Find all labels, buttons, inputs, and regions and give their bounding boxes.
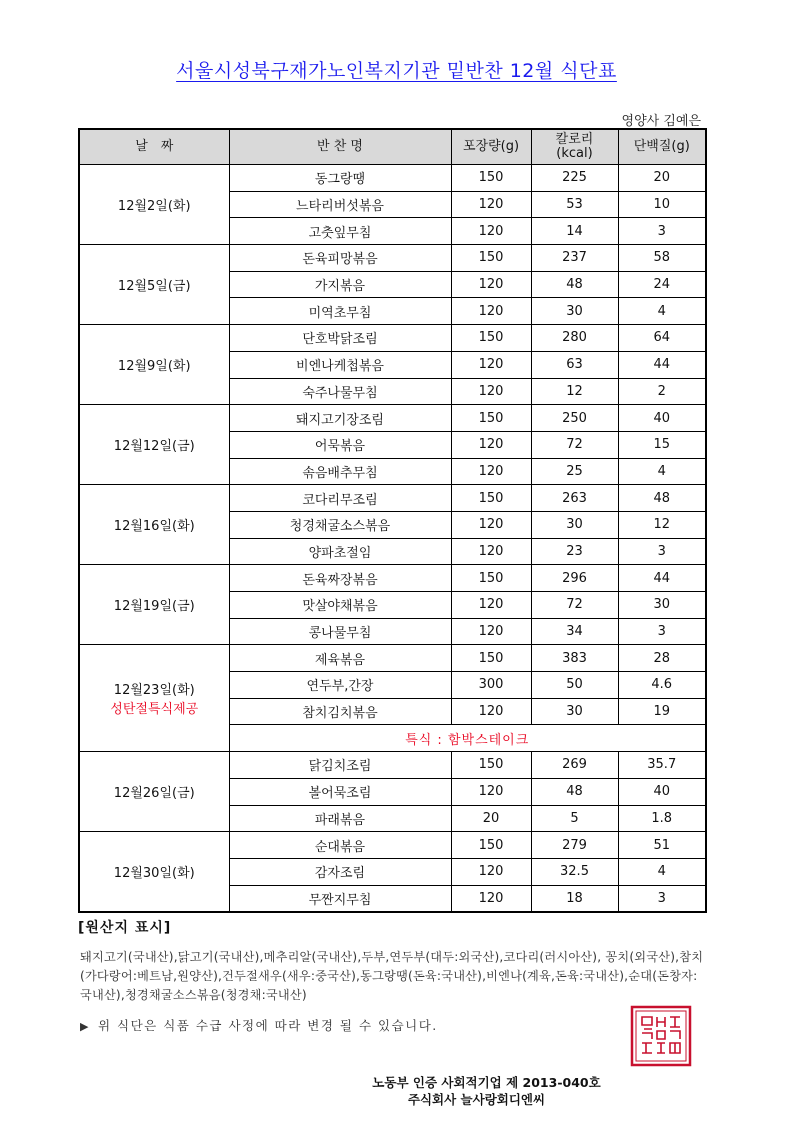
triangle-right-icon: ▶: [80, 1020, 90, 1033]
dish-cell: 연두부,간장: [229, 672, 451, 699]
protein-cell: 4.6: [618, 672, 706, 699]
date-cell: [79, 565, 229, 645]
calorie-cell: 225: [531, 165, 618, 192]
notice-text: 위 식단은 식품 수급 사정에 따라 변경 될 수 있습니다.: [97, 1018, 438, 1033]
calorie-cell: 269: [531, 752, 618, 779]
protein-cell: 48: [618, 485, 706, 512]
dish-cell: 콩나물무침: [229, 618, 451, 645]
weight-cell: 120: [451, 218, 531, 245]
header-weight: 포장량(g): [451, 129, 531, 165]
special-meal-cell: 특식 : 함박스테이크: [229, 725, 706, 752]
dish-cell: 감자조림: [229, 858, 451, 885]
weight-cell: 150: [451, 752, 531, 779]
company-seal-icon: [630, 1005, 692, 1067]
protein-cell: 3: [618, 618, 706, 645]
date-cell: [79, 405, 229, 485]
weight-cell: 150: [451, 165, 531, 192]
calorie-cell: 5: [531, 805, 618, 832]
weight-cell: 150: [451, 245, 531, 272]
calorie-cell: 34: [531, 618, 618, 645]
table-row: [79, 405, 706, 432]
origin-heading: [원산지 표시]: [78, 920, 172, 936]
origin-text: 돼지고기(국내산),닭고기(국내산),메추리알(국내산),두부,연두부(대두:외국산),코다리(러시아산), 꽁치(외국산),참치(가다랑어:베트남,원양산),건두절새우(새우:중국산),동그랑땡(돈육:국내산),비엔나(계육,돈육:국내산),순대(돈창자:국내산),청경채굴소스볶음(청경채:국내산): [80, 950, 704, 1002]
date-text: 12월12일(금): [113, 439, 195, 455]
dish-cell: 단호박닭조림: [229, 325, 451, 352]
protein-cell: 4: [618, 458, 706, 485]
header-date: 날 짜: [79, 129, 229, 165]
calorie-cell: 250: [531, 405, 618, 432]
calorie-cell: 280: [531, 325, 618, 352]
date-text: 12월9일(화): [117, 359, 191, 375]
calorie-cell: 53: [531, 191, 618, 218]
dish-cell: 돈육짜장볶음: [229, 565, 451, 592]
table-row: [79, 832, 706, 859]
calorie-cell: 30: [531, 511, 618, 538]
calorie-cell: 237: [531, 245, 618, 272]
weight-cell: 120: [451, 858, 531, 885]
date-cell: [79, 165, 229, 245]
date-cell: [79, 485, 229, 565]
dish-cell: 고춧잎무침: [229, 218, 451, 245]
dish-cell: 비엔나케첩볶음: [229, 351, 451, 378]
calorie-cell: 12: [531, 378, 618, 405]
weight-cell: 120: [451, 592, 531, 619]
protein-cell: 3: [618, 885, 706, 912]
calorie-cell: 32.5: [531, 858, 618, 885]
protein-cell: 2: [618, 378, 706, 405]
weight-cell: 120: [451, 298, 531, 325]
protein-cell: 20: [618, 165, 706, 192]
protein-cell: 44: [618, 351, 706, 378]
notice: [80, 1016, 438, 1034]
weight-cell: 150: [451, 325, 531, 352]
date-text: 12월23일(화): [113, 683, 195, 699]
protein-cell: 30: [618, 592, 706, 619]
weight-cell: 300: [451, 672, 531, 699]
protein-cell: 3: [618, 218, 706, 245]
dish-cell: 돈육피망볶음: [229, 245, 451, 272]
dish-cell: 닭김치조림: [229, 752, 451, 779]
dish-cell: 맛살야채볶음: [229, 592, 451, 619]
table-row: [79, 752, 706, 779]
protein-cell: 24: [618, 271, 706, 298]
protein-cell: 58: [618, 245, 706, 272]
weight-cell: 120: [451, 511, 531, 538]
protein-cell: 12: [618, 511, 706, 538]
date-note: 성탄절특식제공: [110, 702, 199, 718]
date-text: 12월30일(화): [113, 866, 195, 882]
footer-company: 주식회사 늘사랑회디엔씨: [407, 1092, 546, 1107]
dish-cell: 파래볶음: [229, 805, 451, 832]
date-cell: [79, 752, 229, 832]
calorie-cell: 50: [531, 672, 618, 699]
protein-cell: 64: [618, 325, 706, 352]
weight-cell: 120: [451, 351, 531, 378]
calorie-cell: 383: [531, 645, 618, 672]
date-cell: [79, 832, 229, 913]
date-cell: [79, 645, 229, 752]
dish-cell: 숙주나물무침: [229, 378, 451, 405]
calorie-cell: 263: [531, 485, 618, 512]
weight-cell: 120: [451, 538, 531, 565]
menu-table: [78, 128, 707, 913]
weight-cell: 20: [451, 805, 531, 832]
dish-cell: 참치김치볶음: [229, 698, 451, 725]
dish-cell: 미역초무침: [229, 298, 451, 325]
dish-cell: 솎음배추무침: [229, 458, 451, 485]
date-cell: [79, 325, 229, 405]
protein-cell: 19: [618, 698, 706, 725]
dish-cell: 동그랑땡: [229, 165, 451, 192]
date-text: 12월16일(화): [113, 519, 195, 535]
weight-cell: 150: [451, 565, 531, 592]
weight-cell: 150: [451, 645, 531, 672]
weight-cell: 120: [451, 191, 531, 218]
protein-cell: 40: [618, 778, 706, 805]
date-text: 12월19일(금): [113, 599, 195, 615]
dish-cell: 청경채굴소스볶음: [229, 511, 451, 538]
protein-cell: 3: [618, 538, 706, 565]
dish-cell: 순대볶음: [229, 832, 451, 859]
dish-cell: 어묵볶음: [229, 431, 451, 458]
protein-cell: 4: [618, 858, 706, 885]
header-calorie-line1: 칼로리: [555, 132, 594, 147]
weight-cell: 150: [451, 405, 531, 432]
weight-cell: 120: [451, 458, 531, 485]
date-text: 12월5일(금): [117, 279, 191, 295]
date-cell: [79, 245, 229, 325]
header-dish: 반 찬 명: [229, 129, 451, 165]
table-row: [79, 165, 706, 192]
date-text: 12월26일(금): [113, 786, 195, 802]
calorie-cell: 23: [531, 538, 618, 565]
weight-cell: 150: [451, 832, 531, 859]
protein-cell: 51: [618, 832, 706, 859]
date-text: 12월2일(화): [117, 199, 191, 215]
weight-cell: 120: [451, 778, 531, 805]
header-calorie: [531, 129, 618, 165]
footer-certification: 노동부 인증 사회적기업 제 2013-040호: [372, 1075, 601, 1090]
dish-cell: 제육볶음: [229, 645, 451, 672]
calorie-cell: 30: [531, 298, 618, 325]
weight-cell: 150: [451, 485, 531, 512]
dish-cell: 코다리무조림: [229, 485, 451, 512]
weight-cell: 120: [451, 618, 531, 645]
calorie-cell: 279: [531, 832, 618, 859]
calorie-cell: 18: [531, 885, 618, 912]
table-row: [79, 245, 706, 272]
weight-cell: 120: [451, 378, 531, 405]
calorie-cell: 296: [531, 565, 618, 592]
dish-cell: 가지볶음: [229, 271, 451, 298]
protein-cell: 15: [618, 431, 706, 458]
weight-cell: 120: [451, 271, 531, 298]
dish-cell: 느타리버섯볶음: [229, 191, 451, 218]
table-header-row: [79, 129, 706, 165]
dish-cell: 무짠지무침: [229, 885, 451, 912]
table-row: [79, 325, 706, 352]
table-row: [79, 645, 706, 672]
dietitian-label: 영양사 김예은: [621, 114, 701, 129]
calorie-cell: 72: [531, 592, 618, 619]
table-row: [79, 565, 706, 592]
header-calorie-line2: (kcal): [556, 146, 593, 161]
protein-cell: 4: [618, 298, 706, 325]
protein-cell: 28: [618, 645, 706, 672]
calorie-cell: 48: [531, 271, 618, 298]
calorie-cell: 63: [531, 351, 618, 378]
weight-cell: 120: [451, 431, 531, 458]
menu-body: [79, 165, 706, 913]
calorie-cell: 25: [531, 458, 618, 485]
weight-cell: 120: [451, 698, 531, 725]
protein-cell: 40: [618, 405, 706, 432]
protein-cell: 44: [618, 565, 706, 592]
calorie-cell: 14: [531, 218, 618, 245]
weight-cell: 120: [451, 885, 531, 912]
header-protein: 단백질(g): [618, 129, 706, 165]
dish-cell: 돼지고기장조림: [229, 405, 451, 432]
protein-cell: 1.8: [618, 805, 706, 832]
calorie-cell: 72: [531, 431, 618, 458]
calorie-cell: 30: [531, 698, 618, 725]
dish-cell: 볼어묵조림: [229, 778, 451, 805]
calorie-cell: 48: [531, 778, 618, 805]
dish-cell: 양파초절임: [229, 538, 451, 565]
protein-cell: 10: [618, 191, 706, 218]
table-row: [79, 485, 706, 512]
protein-cell: 35.7: [618, 752, 706, 779]
page-title: 서울시성북구재가노인복지기관 밑반찬 12월 식단표: [176, 60, 617, 82]
